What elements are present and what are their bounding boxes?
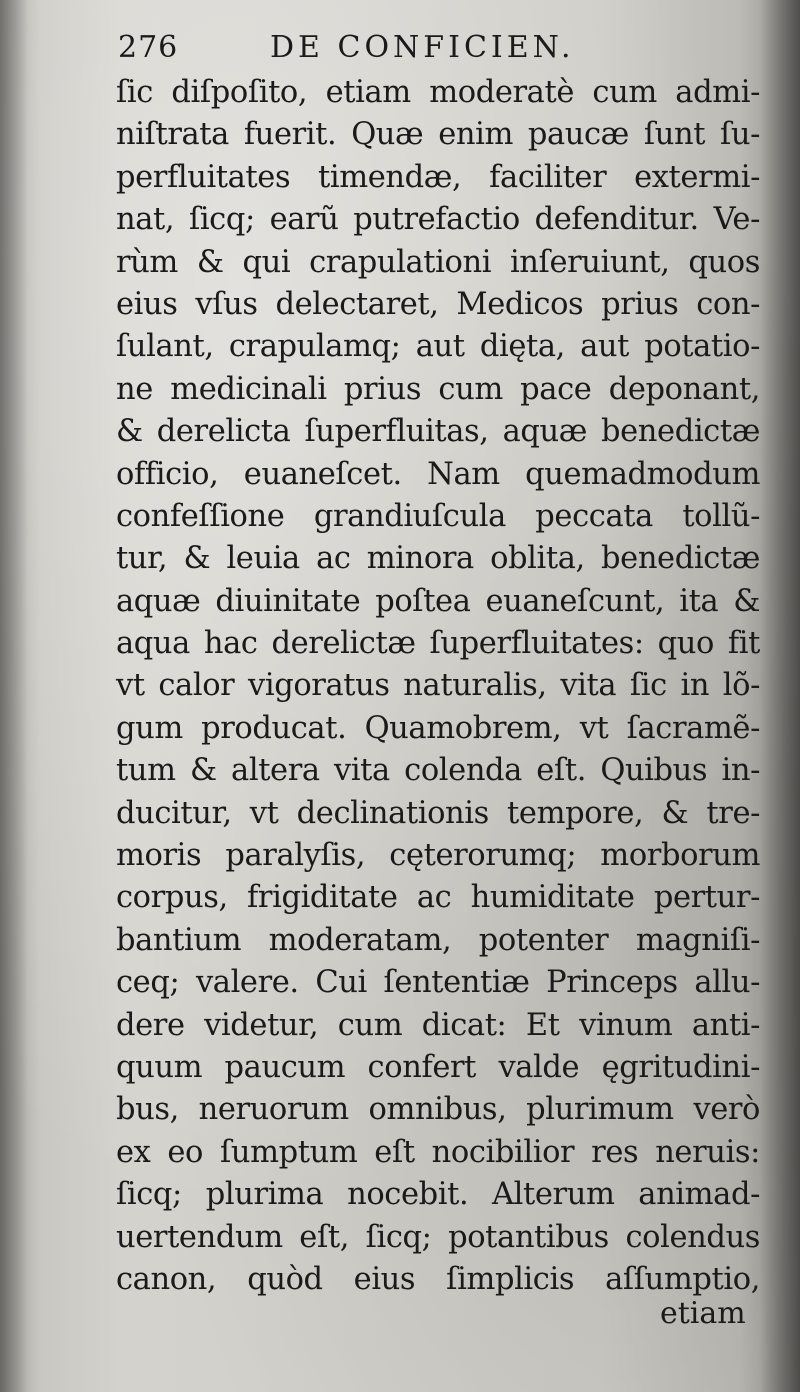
text-line: vt calor vigoratus naturalis, vita ſic in lõ- (116, 668, 760, 704)
text-line: ceq; valere. Cui ſententiæ Princeps allu- (116, 965, 760, 1001)
page-number: 276 (118, 30, 179, 65)
text-line: ducitur, vt declinationis tempore, & tre- (116, 795, 760, 831)
text-line: ne medicinali prius cum pace deponant, (116, 371, 760, 407)
text-line: corpus, frigiditate ac humiditate pertur- (116, 880, 760, 916)
text-line: bus, neruorum omnibus, plurimum verò (116, 1092, 760, 1128)
text-line: aquæ diuinitate poſtea euaneſcunt, ita & (116, 583, 760, 619)
text-line: ex eo ſumptum eſt nocibilior res neruis: (116, 1134, 760, 1170)
text-line: aqua hac derelictæ ſuperfluitates: quo fit (116, 626, 760, 662)
text-line: quum paucum confert valde ęgritudini- (116, 1049, 760, 1085)
running-head: DE CONFICIEN. (270, 30, 575, 65)
text-line: dere videtur, cum dicat: Et vinum anti- (116, 1007, 760, 1043)
text-line: ſic diſpoſito, etiam moderatè cum admi- (116, 75, 760, 110)
text-line: canon, quòd eius ſimplicis aſſumptio, (116, 1261, 760, 1297)
text-line: & derelicta ſuperfluitas, aquæ benedictæ (116, 414, 760, 450)
text-line: eius vſus delectaret, Medicos prius con- (116, 286, 760, 322)
text-line: gum producat. Quamobrem, vt ſacramẽ- (116, 710, 760, 746)
text-line: tur, & leuia ac minora oblita, benedictæ (116, 541, 760, 577)
text-line: perfluitates timendæ, faciliter extermi- (116, 159, 760, 195)
text-line: officio, euaneſcet. Nam quemadmodum (116, 456, 760, 492)
page-header (118, 30, 758, 70)
gutter-shadow (0, 0, 28, 1392)
page-edge-shadow (760, 0, 800, 1392)
text-line: moris paralyſis, cęterorumq; morborum (116, 838, 760, 874)
text-line: bantium moderatam, potenter magniſi- (116, 922, 760, 958)
catchword: etiam (660, 1296, 746, 1331)
text-line: confeſſione grandiuſcula peccata tollũ- (116, 498, 760, 534)
text-line: uertendum eſt, ſicq; potantibus colendus (116, 1219, 760, 1255)
text-line: rùm & qui crapulationi inſeruiunt, quos (116, 244, 760, 280)
text-line: ſicq; plurima nocebit. Alterum animad- (116, 1177, 760, 1213)
text-line: tum & altera vita colenda eſt. Quibus in- (116, 753, 760, 789)
body-text (116, 72, 760, 1301)
text-line: nat, ſicq; earũ putrefactio defenditur. Ve- (116, 202, 760, 238)
text-line: ſulant, crapulamq; aut dięta, aut potatio- (116, 329, 760, 365)
text-line: niſtrata fuerit. Quæ enim paucæ ſunt ſu- (116, 117, 760, 153)
